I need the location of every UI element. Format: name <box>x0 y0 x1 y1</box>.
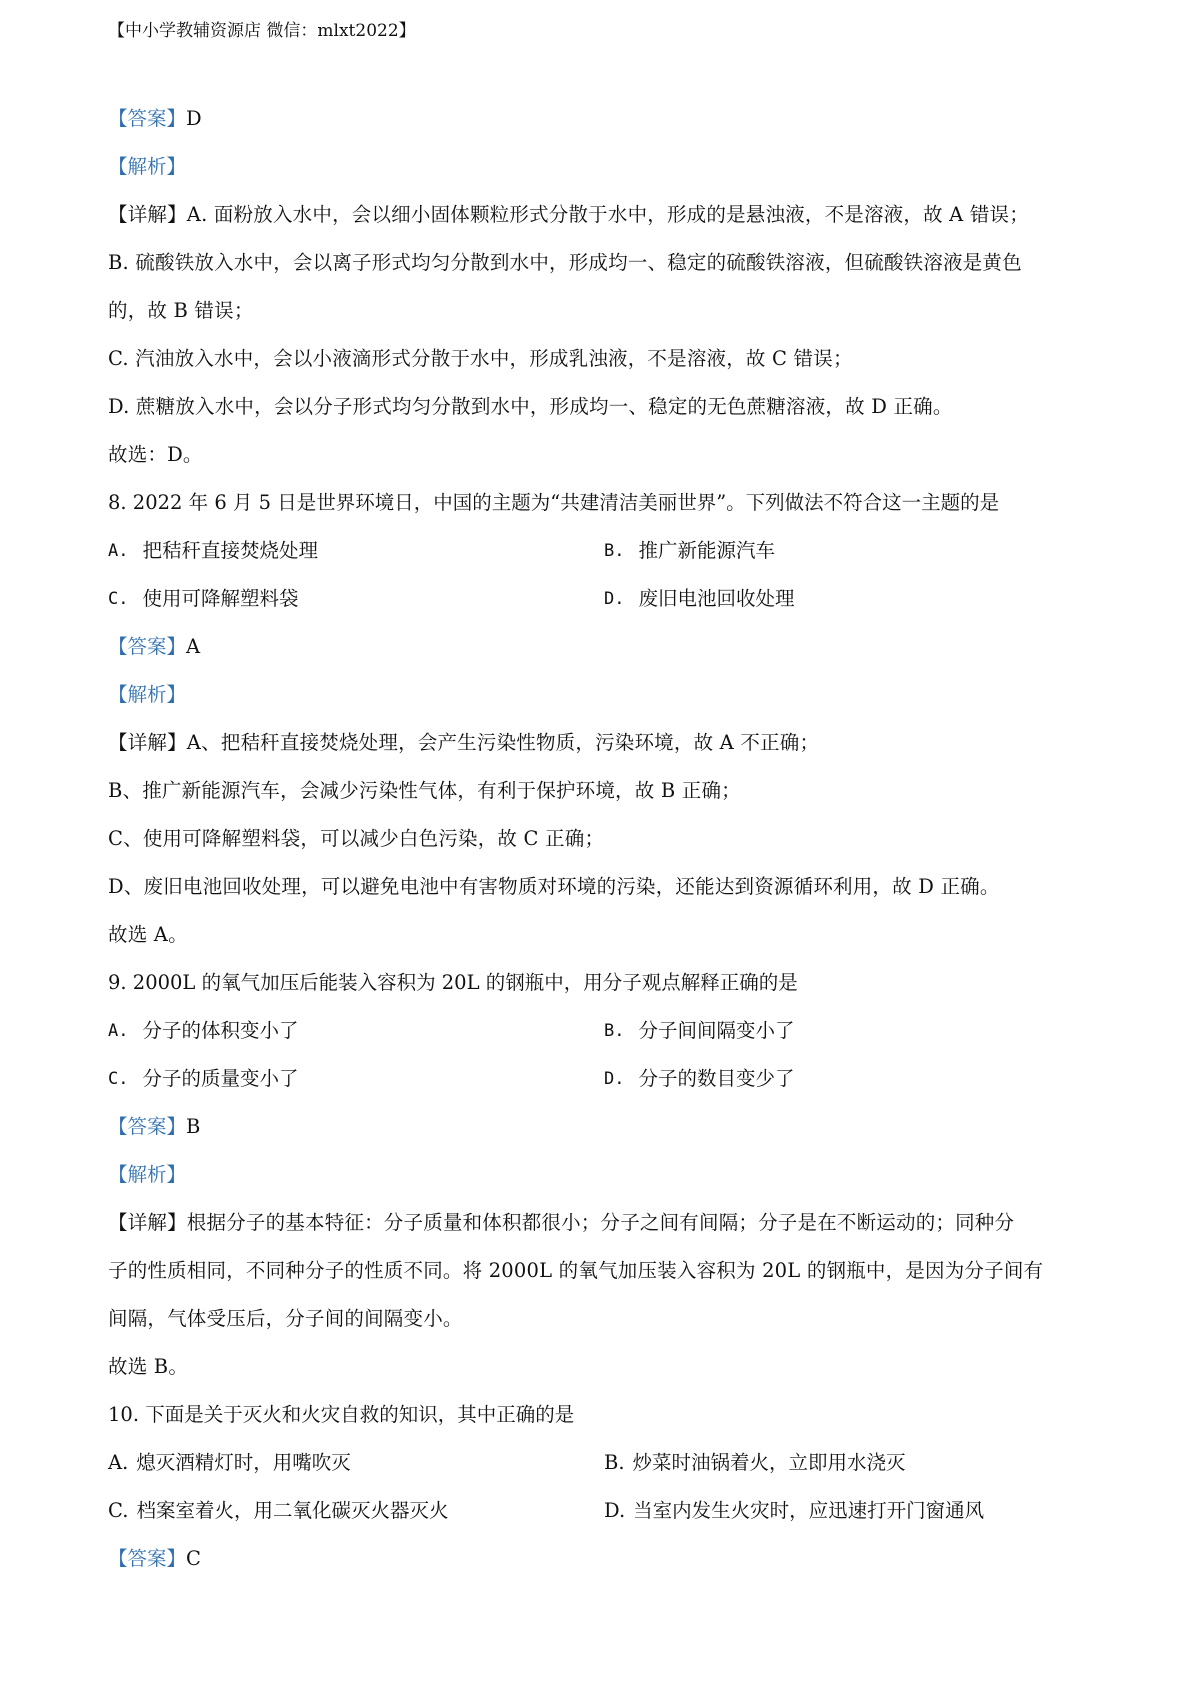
option-text: 废旧电池回收处理 <box>638 587 795 610</box>
q8-detail-line: D、废旧电池回收处理，可以避免电池中有害物质对环境的污染，还能达到资源循环利用，故 D 正确。 <box>108 875 1000 898</box>
q10-option-b <box>604 1439 906 1487</box>
q8-detail <box>108 719 1098 959</box>
q9-options-row <box>108 1055 1098 1103</box>
q9-detail-line: 子的性质相同，不同种分子的性质不同。将 2000L 的氧气加压装入容积为 20L 的钢瓶中，是因为分子间有 <box>108 1259 1044 1282</box>
option-letter: B. <box>604 1021 625 1041</box>
q9-options-row <box>108 1007 1098 1055</box>
option-letter: A. <box>108 541 129 561</box>
q7-conclusion: 故选：D。 <box>108 443 203 466</box>
option-text: 炒菜时油锅着火，立即用水浇灭 <box>632 1451 906 1474</box>
option-text: 档案室着火，用二氧化碳灭火器灭火 <box>136 1499 449 1522</box>
q8-answer: A <box>186 635 201 658</box>
q9-detail <box>108 1199 1098 1391</box>
q9-stem: 9. 2000L 的氧气加压后能装入容积为 20L 的钢瓶中，用分子观点解释正确的是 <box>108 971 798 994</box>
q10-option-d <box>604 1487 984 1535</box>
answer-label: 【答案】 <box>108 1547 187 1570</box>
option-letter: B. <box>604 541 625 561</box>
option-letter: C. <box>108 589 129 609</box>
q9-option-b <box>604 1007 795 1055</box>
q10-answer: C <box>186 1547 201 1570</box>
q7-answer-line <box>108 95 1098 143</box>
option-text: 把秸秆直接焚烧处理 <box>142 539 318 562</box>
q10-options-row <box>108 1439 1098 1487</box>
q8-conclusion: 故选 A。 <box>108 923 188 946</box>
q8-option-c <box>108 575 604 623</box>
q9-conclusion: 故选 B。 <box>108 1355 189 1378</box>
option-text: 推广新能源汽车 <box>638 539 775 562</box>
q8-detail-line: C、使用可降解塑料袋，可以减少白色污染，故 C 正确； <box>108 827 605 850</box>
option-letter: B. <box>604 1451 625 1474</box>
option-text: 当室内发生火灾时，应迅速打开门窗通风 <box>633 1499 985 1522</box>
option-text: 熄灭酒精灯时，用嘴吹灭 <box>136 1451 351 1474</box>
answer-label: 【答案】 <box>108 107 187 130</box>
answer-label: 【答案】 <box>108 1115 187 1138</box>
q7-detail-line: D. 蔗糖放入水中，会以分子形式均匀分散到水中，形成均一、稳定的无色蔗糖溶液，故 D 正确。 <box>108 395 953 418</box>
q10-answer-line <box>108 1535 1098 1583</box>
option-letter: D. <box>604 1499 626 1522</box>
q8-answer-line <box>108 623 1098 671</box>
option-text: 分子的体积变小了 <box>142 1019 299 1042</box>
q9-detail-line: 间隔，气体受压后，分子间的间隔变小。 <box>108 1307 463 1330</box>
answer-label: 【答案】 <box>108 635 187 658</box>
q8-option-a <box>108 527 604 575</box>
q7-answer: D <box>186 107 202 130</box>
q7-detail-line: 【详解】A. 面粉放入水中，会以细小固体颗粒形式分散于水中，形成的是悬浊液，不是溶液，故 A 错误； <box>108 203 1029 226</box>
q9-analysis-label: 【解析】 <box>108 1163 187 1186</box>
q8-analysis-label: 【解析】 <box>108 683 187 706</box>
q7-detail-line: C. 汽油放入水中，会以小液滴形式分散于水中，形成乳浊液，不是溶液，故 C 错误； <box>108 347 853 370</box>
q10-stem: 10. 下面是关于灭火和火灾自救的知识，其中正确的是 <box>108 1403 575 1426</box>
option-letter: C. <box>108 1069 129 1089</box>
q9-answer-line <box>108 1103 1098 1151</box>
q9-option-c <box>108 1055 604 1103</box>
option-letter: A. <box>108 1021 129 1041</box>
option-letter: D. <box>604 589 625 609</box>
q8-option-d <box>604 575 795 623</box>
q7-analysis-label: 【解析】 <box>108 155 187 178</box>
option-letter: A. <box>108 1451 129 1474</box>
option-letter: D. <box>604 1069 625 1089</box>
q7-detail-line: B. 硫酸铁放入水中，会以离子形式均匀分散到水中，形成均一、稳定的硫酸铁溶液，但硫酸铁溶液是黄色 <box>108 251 1022 274</box>
document-body <box>108 95 1098 1583</box>
option-letter: C. <box>108 1499 129 1522</box>
option-text: 分子间间隔变小了 <box>638 1019 795 1042</box>
q9-detail-line: 【详解】根据分子的基本特征：分子质量和体积都很小；分子之间有间隔；分子是在不断运动的；同种分 <box>108 1211 1015 1234</box>
q10-options-row <box>108 1487 1098 1535</box>
q9-answer: B <box>186 1115 201 1138</box>
q8-detail-line: B、推广新能源汽车，会减少污染性气体，有利于保护环境，故 B 正确； <box>108 779 741 802</box>
q10-option-a <box>108 1439 604 1487</box>
q9-option-d <box>604 1055 795 1103</box>
q8-options-row <box>108 575 1098 623</box>
q8-detail-line: 【详解】A、把秸秆直接焚烧处理，会产生污染性物质，污染环境，故 A 不正确； <box>108 731 820 754</box>
q7-detail <box>108 191 1098 479</box>
option-text: 分子的数目变少了 <box>638 1067 795 1090</box>
q10-option-c <box>108 1487 604 1535</box>
option-text: 使用可降解塑料袋 <box>142 587 299 610</box>
option-text: 分子的质量变小了 <box>142 1067 299 1090</box>
q9-option-a <box>108 1007 604 1055</box>
q8-option-b <box>604 527 775 575</box>
q8-options-row <box>108 527 1098 575</box>
q7-detail-line: 的，故 B 错误； <box>108 299 254 322</box>
q8-stem: 8. 2022 年 6 月 5 日是世界环境日，中国的主题为“共建清洁美丽世界”。下列做法不符合这一主题的是 <box>108 491 1000 514</box>
page-header: 【中小学教辅资源店 微信：mlxt2022】 <box>108 21 416 41</box>
